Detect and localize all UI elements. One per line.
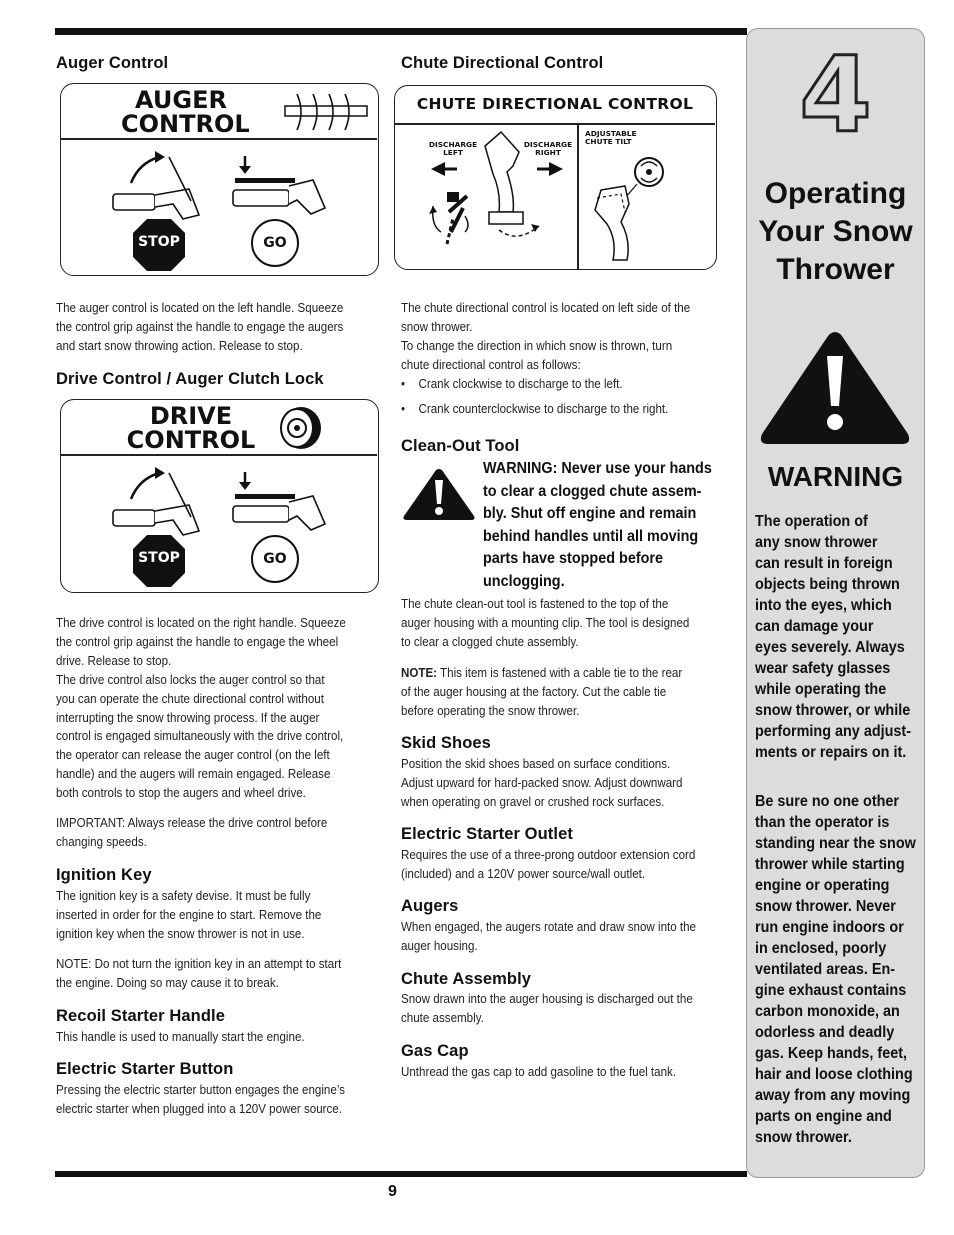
text-line: you can operate the chute directional control without xyxy=(56,691,324,706)
text-line: RIGHT xyxy=(535,148,561,157)
clean-out-tool-warning xyxy=(483,458,735,594)
text-line: changing speeds. xyxy=(56,834,147,849)
decal-divider xyxy=(61,138,377,140)
warning-triangle-icon xyxy=(401,466,477,522)
text-line: The chute directional control is located on left side of the xyxy=(401,301,691,315)
text-line: gine exhaust contains xyxy=(755,982,907,999)
augers-text xyxy=(401,918,729,956)
text-line: Requires the use of a three-prong outdoor extension cord xyxy=(401,848,696,862)
decal-divider xyxy=(395,123,715,125)
text-line: inserted in order for the engine to start. Remove the xyxy=(56,907,322,922)
text-line: Thrower xyxy=(776,253,895,286)
stop-label: STOP xyxy=(138,550,180,566)
handle-squeeze-icon xyxy=(231,470,331,540)
decal-title: CHUTE DIRECTIONAL CONTROL xyxy=(416,95,694,113)
text-line: any snow thrower xyxy=(755,534,878,551)
auger-control-heading: Auger Control xyxy=(56,54,169,72)
text-line: (included) and a 120V power source/wall outlet. xyxy=(401,866,646,881)
text-line: bly. Shut off engine and remain xyxy=(483,505,697,523)
warning-heading: WARNING xyxy=(767,461,904,492)
drive-control-text xyxy=(56,614,384,803)
text-line: The drive control is located on the right handle. Squeeze xyxy=(56,616,346,630)
decal-title-line2: CONTROL xyxy=(121,110,250,138)
text-line: of the auger housing at the factory. Cut the cable tie xyxy=(401,684,667,699)
text-line: parts have stopped before xyxy=(483,550,664,568)
bullet-item: • Crank counterclockwise to discharge to the right. xyxy=(401,400,729,419)
auger-control-decal xyxy=(60,83,379,276)
text-line: When engaged, the augers rotate and draw snow into the xyxy=(401,920,697,934)
chute-rotation-icon xyxy=(427,126,577,266)
text-line: To change the direction in which snow is thrown, turn xyxy=(401,338,673,353)
text-line: odorless and deadly xyxy=(755,1024,895,1041)
go-label: GO xyxy=(263,235,287,251)
text-line: The chute clean-out tool is fastened to the top of the xyxy=(401,597,669,611)
wheel-icon xyxy=(275,405,323,451)
text-line: Adjust upward for hard-packed snow. Adjust downward xyxy=(401,775,683,790)
text-line: The operation of xyxy=(755,513,868,530)
text-line: Snow drawn into the auger housing is discharged out the xyxy=(401,992,693,1006)
text-line: Operating xyxy=(764,177,907,210)
electric-starter-button-text xyxy=(56,1081,384,1119)
drive-important-text xyxy=(56,814,384,852)
text-line: ADJUSTABLE xyxy=(585,129,637,138)
electric-starter-outlet-text xyxy=(401,846,729,884)
text-line: Pressing the electric starter button engages the engine’s xyxy=(56,1083,345,1097)
text-line: the control grip against the handle to engage the augers xyxy=(56,319,344,334)
skid-shoes-text xyxy=(401,755,729,812)
text-line: carbon monoxide, an xyxy=(755,1003,900,1020)
ignition-key-note xyxy=(56,955,384,993)
clean-out-tool-note xyxy=(401,664,729,721)
text-line: both controls to stop the augers and wheel drive. xyxy=(56,786,306,801)
text-line: This item is fastened with a cable tie to the rear xyxy=(437,666,683,680)
text-line: chute directional control as follows: xyxy=(401,357,581,372)
text-line: ignition key when the snow thrower is not in use. xyxy=(56,926,305,941)
text-line: The ignition key is a safety devise. It must be fully xyxy=(56,889,311,903)
text-line: Your Snow xyxy=(758,215,913,248)
chute-assembly-heading: Chute Assembly xyxy=(401,970,532,988)
auger-control-text xyxy=(56,299,384,356)
chapter-title xyxy=(746,175,925,289)
stop-label: STOP xyxy=(138,234,180,250)
text-line: can damage your xyxy=(755,618,874,635)
text-line: auger housing. xyxy=(401,938,478,953)
text-line: snow thrower. Never xyxy=(755,898,896,915)
chute-assembly-text xyxy=(401,990,729,1028)
handle-squeeze-icon xyxy=(231,154,331,224)
gas-cap-heading: Gas Cap xyxy=(401,1042,469,1060)
ignition-key-heading: Ignition Key xyxy=(56,866,152,884)
text-line: CHUTE TILT xyxy=(585,137,632,146)
text-line: This handle is used to manually start the engine. xyxy=(56,1030,305,1044)
text-line: parts on engine and xyxy=(755,1108,892,1125)
text-line: in enclosed, poorly xyxy=(755,940,887,957)
text-line: snow thrower. xyxy=(401,319,473,334)
text-line: WARNING: Never use your hands xyxy=(483,460,712,477)
text-line: into the eyes, which xyxy=(755,597,892,614)
decal-title-line1: DRIVE xyxy=(149,402,233,430)
text-line: the control grip against the handle to engage the wheel xyxy=(56,634,339,649)
recoil-starter-text xyxy=(56,1028,384,1047)
adjustable-chute-tilt-label xyxy=(585,130,655,146)
text-line: behind handles until all moving xyxy=(483,527,699,545)
text-line: and start snow throwing action. Release to stop. xyxy=(56,338,303,353)
text-line: hair and loose clothing xyxy=(755,1066,913,1083)
text-line: handle) and the augers will remain engaged. Release xyxy=(56,767,331,782)
drive-control-heading: Drive Control / Auger Clutch Lock xyxy=(56,370,324,388)
clean-out-tool-text xyxy=(401,595,729,652)
text-line: gas. Keep hands, feet, xyxy=(755,1045,908,1062)
text-line: thrower while starting xyxy=(755,856,905,873)
text-line: drive. Release to stop. xyxy=(56,653,172,668)
text-line: IMPORTANT: Always release the drive control before xyxy=(56,816,328,830)
clean-out-tool-heading: Clean-Out Tool xyxy=(401,437,520,455)
text-line: wear safety glasses xyxy=(755,660,891,677)
chapter-number: 4 xyxy=(799,34,872,156)
warning-text-bystanders xyxy=(755,791,926,1148)
text-line: snow thrower. xyxy=(755,1129,852,1146)
note-label: NOTE: xyxy=(401,666,438,680)
decal-title-line1: AUGER xyxy=(135,86,227,114)
chute-directional-decal xyxy=(394,85,717,270)
augers-heading: Augers xyxy=(401,897,459,915)
drive-control-decal xyxy=(60,399,379,593)
text-line: can result in foreign xyxy=(755,555,893,572)
text-line: eyes severely. Always xyxy=(755,639,905,656)
warning-text-eyes xyxy=(755,511,926,763)
page-number: 9 xyxy=(388,1183,397,1200)
recoil-starter-heading: Recoil Starter Handle xyxy=(56,1007,225,1025)
text-line: than the operator is xyxy=(755,814,890,831)
text-line: interrupting the snow throwing process. If the auger xyxy=(56,710,320,725)
text-line: auger housing with a mounting clip. The tool is designed xyxy=(401,615,690,630)
text-line: Position the skid shoes based on surface conditions. xyxy=(401,757,671,771)
text-line: away from any moving xyxy=(755,1087,911,1104)
text-line: snow thrower, or while xyxy=(755,702,911,719)
text-line: Be sure no one other xyxy=(755,793,900,810)
bullet-item: • Crank clockwise to discharge to the left. xyxy=(401,375,729,394)
decal-title-line2: CONTROL xyxy=(126,426,256,454)
text-line: electric starter when plugged into a 120V power source. xyxy=(56,1101,342,1116)
top-rule xyxy=(55,28,747,35)
warning-triangle-icon xyxy=(758,330,912,448)
text-line: chute assembly. xyxy=(401,1010,484,1025)
text-line: before operating the snow thrower. xyxy=(401,703,580,718)
text-line: performing any adjust- xyxy=(755,723,912,740)
chute-directional-heading: Chute Directional Control xyxy=(401,54,604,72)
text-line: standing near the snow xyxy=(755,835,916,852)
text-line: when operating on gravel or crushed rock surfaces. xyxy=(401,794,665,809)
text-line: DISCHARGE xyxy=(523,140,573,149)
go-label: GO xyxy=(263,551,287,567)
text-line: objects being thrown xyxy=(755,576,900,593)
text-line: The auger control is located on the left handle. Squeeze xyxy=(56,301,344,315)
text-line: ventilated areas. En- xyxy=(755,961,896,978)
text-line: unclogging. xyxy=(483,572,565,590)
text-line: engine or operating xyxy=(755,877,890,894)
gas-cap-text xyxy=(401,1063,729,1082)
chute-directional-text xyxy=(401,299,729,418)
text-line: the operator can release the auger control (on the left xyxy=(56,748,330,763)
ignition-key-text xyxy=(56,887,384,944)
text-line: to clear a clogged chute assembly. xyxy=(401,634,579,649)
text-line: control is engaged simultaneously with the drive control, xyxy=(56,729,344,744)
text-line: DISCHARGE xyxy=(428,140,478,149)
text-line: while operating the xyxy=(755,681,887,698)
bottom-rule xyxy=(55,1171,747,1177)
text-line: run engine indoors or xyxy=(755,919,904,936)
electric-starter-outlet-heading: Electric Starter Outlet xyxy=(401,825,573,843)
skid-shoes-heading: Skid Shoes xyxy=(401,734,491,752)
text-line: The drive control also locks the auger control so that xyxy=(56,672,325,687)
decal-divider xyxy=(61,454,377,456)
chute-tilt-icon xyxy=(591,148,671,266)
text-line: Unthread the gas cap to add gasoline to the fuel tank. xyxy=(401,1065,677,1079)
electric-starter-button-heading: Electric Starter Button xyxy=(56,1060,234,1078)
text-line: to clear a clogged chute assem- xyxy=(483,482,702,500)
text-line: NOTE: Do not turn the ignition key in an attempt to start xyxy=(56,957,342,971)
auger-icon xyxy=(283,88,369,134)
text-line: LEFT xyxy=(443,148,463,157)
text-line: the engine. Doing so may cause it to break. xyxy=(56,975,279,990)
text-line: ments or repairs on it. xyxy=(755,744,907,761)
